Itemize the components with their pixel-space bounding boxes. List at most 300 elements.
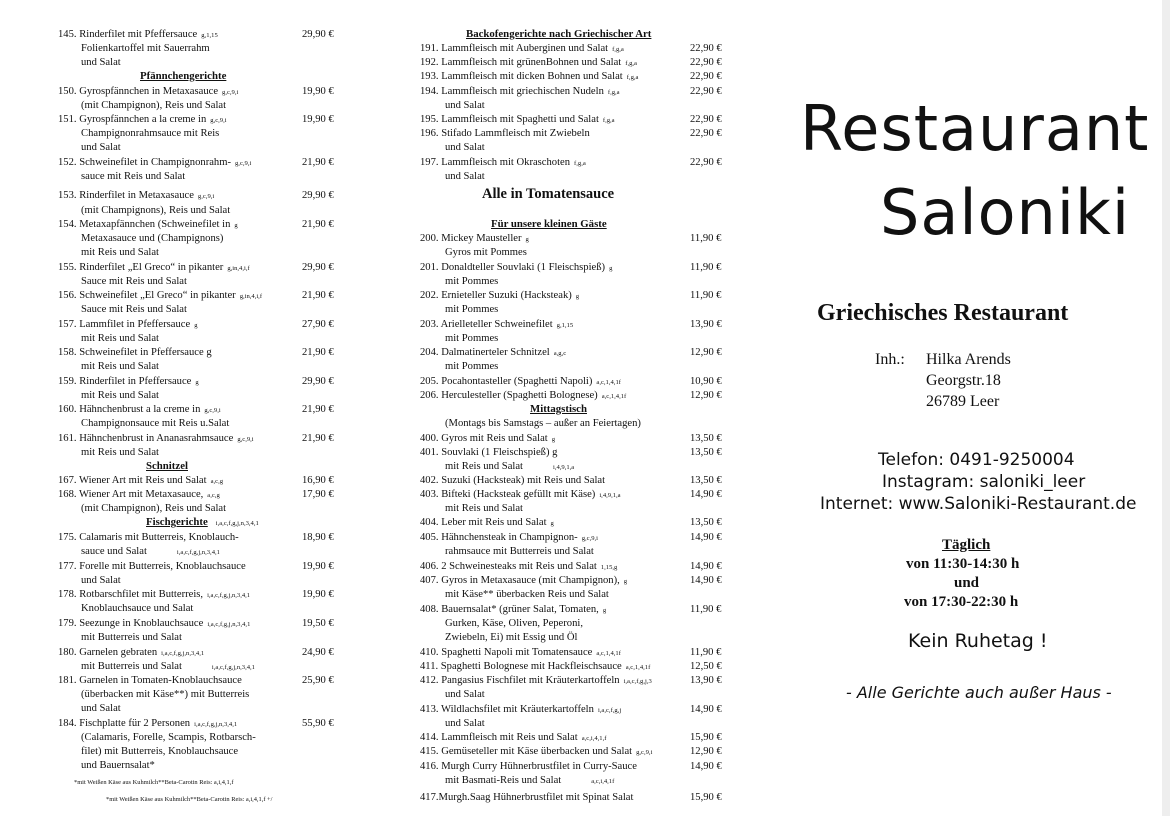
allergen-codes: a,c,g	[210, 478, 224, 485]
allergen-codes: g,c,9,i	[581, 535, 599, 542]
menu-item-price: 15,90 €	[690, 732, 722, 743]
menu-item-description	[445, 631, 577, 644]
section-heading	[146, 460, 188, 472]
menu-item-price: 29,90 €	[302, 376, 334, 387]
section-heading-text: Für unsere kleinen Gäste	[491, 218, 607, 230]
menu-item-text: 203. Arielleteller Schweinefilet	[420, 319, 553, 330]
menu-item	[58, 261, 250, 275]
menu-item-description	[445, 170, 485, 183]
menu-item	[58, 488, 220, 502]
allergen-codes: i,a,c,f,g,j,n,3,4,1	[194, 721, 238, 728]
owner-name: Hilka Arends	[926, 351, 1011, 368]
allergen-codes: a,g,c	[553, 350, 567, 357]
menu-item-text: (überbacken mit Käse**) mit Butterreis	[81, 689, 250, 700]
menu-item-description	[445, 275, 498, 288]
section-heading	[530, 403, 587, 415]
allergen-codes: i,a,c,f,g,j,3	[623, 678, 652, 685]
menu-item-price: 13,90 €	[690, 319, 722, 330]
menu-item-description	[445, 502, 523, 515]
menu-item-description	[81, 731, 256, 744]
menu-item	[420, 731, 606, 745]
allergen-codes: f,g,a	[626, 74, 639, 81]
menu-item-price: 55,90 €	[302, 718, 334, 729]
menu-item-description	[81, 360, 159, 373]
allergen-codes: i,a,c,f,g,j,n,3,4,1	[176, 549, 220, 556]
menu-item-price: 14,90 €	[690, 761, 722, 772]
page-edge-shadow	[1162, 0, 1170, 816]
menu-item-text: und Salat	[81, 57, 121, 68]
menu-item-price: 15,90 €	[690, 792, 722, 803]
menu-item	[420, 113, 615, 127]
menu-item-text: (mit Champignon), Reis und Salat	[81, 100, 227, 111]
allergen-codes: g,c,9,i	[197, 193, 215, 200]
menu-item-text: Gyros mit Pommes	[445, 247, 527, 258]
section-heading-text: Backofengerichte nach Griechischer Art	[466, 28, 652, 40]
hours-lunch: von 11:30-14:30 h	[906, 556, 1020, 572]
menu-item-text: 200. Mickey Mausteller	[420, 233, 522, 244]
menu-item-description	[445, 303, 498, 316]
menu-item	[420, 791, 633, 804]
menu-item-text: 416. Murgh Curry Hühnerbrustfilet in Curry-Sauce	[420, 761, 637, 772]
menu-item-text: Metaxasauce und (Champignons)	[81, 233, 224, 244]
menu-item	[58, 646, 204, 660]
menu-item-text: 414. Lammfleisch mit Reis und Salat	[420, 732, 578, 743]
menu-item-text: 413. Wildlachsfilet mit Kräuterkartoffeln	[420, 704, 594, 715]
menu-item	[58, 474, 223, 488]
menu-item-text: sauce und Salat	[81, 546, 147, 557]
menu-item-text: 408. Bauernsalat* (grüner Salat, Tomaten,	[420, 604, 599, 615]
menu-item-description	[445, 360, 498, 373]
menu-item-price: 14,90 €	[690, 489, 722, 500]
menu-item-text: 196. Stifado Lammfleisch mit Zwiebeln	[420, 128, 590, 139]
menu-item	[420, 318, 573, 332]
menu-item-text: 406. 2 Schweinesteaks mit Reis und Salat	[420, 561, 597, 572]
menu-item-price: 19,50 €	[302, 618, 334, 629]
menu-item-text: 415. Gemüseteller mit Käse überbacken und Salat	[420, 746, 633, 757]
allergen-codes: g,1,15	[201, 32, 218, 39]
menu-item	[58, 432, 254, 446]
menu-item-description	[445, 617, 583, 630]
menu-item	[420, 531, 598, 545]
menu-item	[420, 574, 627, 588]
menu-item	[420, 375, 621, 389]
menu-item-price: 12,90 €	[690, 390, 722, 401]
menu-item-price: 17,90 €	[302, 489, 334, 500]
section-heading	[491, 218, 607, 230]
allergen-codes: f,g,a	[602, 117, 615, 124]
menu-item	[420, 127, 590, 140]
menu-item-text: Folienkartoffel mit Sauerrahm	[81, 43, 210, 54]
menu-item	[420, 660, 650, 674]
menu-item-text: 160. Hähnchenbrust a la creme in	[58, 404, 201, 415]
allergen-codes: a,c,1,4,1f	[625, 664, 651, 671]
allergen-codes: g	[575, 293, 580, 300]
menu-item-text: 155. Rinderfilet „El Greco“ in pikanter	[58, 262, 224, 273]
menu-item-price: 22,90 €	[690, 114, 722, 125]
menu-item-price: 13,50 €	[690, 447, 722, 458]
menu-item	[420, 389, 626, 403]
menu-item-description	[81, 446, 159, 459]
menu-item	[420, 760, 637, 773]
menu-item-text: 417.Murgh.Saag Hühnerbrustfilet mit Spinat Salat	[420, 792, 634, 803]
menu-item-text: 194. Lammfleisch mit griechischen Nudeln	[420, 86, 604, 97]
website-address: Internet: www.Saloniki-Restaurant.de	[820, 494, 1137, 514]
allergen-codes: g	[551, 436, 556, 443]
menu-item-text: Sauce mit Reis und Salat	[81, 276, 187, 287]
allergen-codes: g	[525, 236, 529, 243]
menu-item	[420, 603, 606, 617]
menu-item-text: 206. Herculesteller (Spaghetti Bolognese)	[420, 390, 598, 401]
menu-item-text: 150. Gyrospfännchen in Metaxasauce	[58, 86, 219, 97]
menu-item-price: 14,90 €	[690, 561, 722, 572]
menu-item-text: mit Pommes	[445, 361, 499, 372]
menu-item	[420, 261, 612, 275]
phone-number: Telefon: 0491-9250004	[878, 450, 1075, 470]
menu-item-description	[81, 389, 159, 402]
menu-item-price: 21,90 €	[302, 433, 334, 444]
menu-item	[420, 289, 579, 303]
allergen-codes: i,a,c,f,g,j,n,3,4,1	[161, 650, 205, 657]
menu-item-description	[81, 688, 249, 701]
allergen-codes: g,in,4,i,f	[239, 293, 263, 300]
menu-item-text: 158. Schweinefilet in Pfeffersauce g	[58, 347, 212, 358]
menu-item-price: 22,90 €	[690, 57, 722, 68]
menu-item	[420, 232, 529, 246]
menu-item-description	[445, 545, 594, 558]
menu-item	[420, 745, 652, 759]
menu-item	[58, 531, 239, 544]
menu-item-description	[81, 56, 121, 69]
menu-item-price: 21,90 €	[302, 157, 334, 168]
menu-item	[420, 646, 621, 660]
menu-item-price: 29,90 €	[302, 29, 334, 40]
menu-item-description	[445, 688, 485, 701]
menu-item-description	[445, 460, 574, 474]
allergen-codes: a,c,1,4,1f	[596, 379, 621, 386]
menu-item-text: 184. Fischplatte für 2 Personen	[58, 718, 191, 729]
menu-item-price: 21,90 €	[302, 290, 334, 301]
menu-item-text: mit Pommes	[445, 304, 499, 315]
menu-item-description	[81, 141, 121, 154]
allergen-codes: a,c,1,4,1f	[596, 650, 621, 657]
menu-item-description	[81, 660, 255, 674]
menu-item-text: mit Pommes	[445, 276, 499, 287]
menu-item-text: und Salat	[445, 689, 485, 700]
menu-item-text: 407. Gyros in Metaxasauce (mit Champignon),	[420, 575, 620, 586]
owner-label: Inh.:	[875, 351, 905, 368]
menu-item-price: 27,90 €	[302, 319, 334, 330]
menu-item-price: 22,90 €	[690, 128, 722, 139]
menu-item	[58, 289, 262, 303]
menu-item-price: 11,90 €	[690, 290, 722, 301]
menu-item	[420, 42, 624, 56]
menu-item-text: 192. Lammfleisch mit grünenBohnen und Salat	[420, 57, 622, 68]
menu-item-description	[445, 417, 641, 430]
allergen-codes: g	[234, 222, 238, 229]
restaurant-title-line2: Saloniki	[880, 176, 1131, 249]
menu-item	[58, 346, 212, 359]
hours-heading: Täglich	[942, 537, 991, 553]
allergen-codes: f,g,a	[607, 89, 620, 96]
menu-item-price: 11,90 €	[690, 233, 722, 244]
menu-item	[58, 375, 199, 389]
menu-item-price: 12,50 €	[690, 661, 722, 672]
menu-item-price: 22,90 €	[690, 71, 722, 82]
menu-item-description	[81, 275, 187, 288]
menu-item-text: und Salat	[445, 718, 485, 729]
menu-item-text: Champignonsauce mit Reis u.Salat	[81, 418, 230, 429]
menu-item-description	[81, 99, 226, 112]
menu-item-description	[81, 631, 182, 644]
menu-item-price: 19,90 €	[302, 561, 334, 572]
allergen-codes: g,in,4,i,f	[227, 265, 250, 272]
menu-item-text: 180. Garnelen gebraten	[58, 647, 158, 658]
menu-item-price: 19,90 €	[302, 589, 334, 600]
allergen-codes: i,a,c,f,g,j,n,3,4,1	[215, 520, 259, 527]
menu-item	[58, 560, 246, 573]
allergen-codes: g	[609, 265, 613, 272]
menu-item-text: 145. Rinderfilet mit Pfeffersauce	[58, 29, 198, 40]
section-heading-text: Schnitzel	[146, 460, 188, 472]
menu-item-text: 191. Lammfleisch mit Auberginen und Salat	[420, 43, 609, 54]
allergen-codes: a,c,1,4,1f	[601, 393, 627, 400]
menu-item	[58, 403, 221, 417]
menu-item-text: 181. Garnelen in Tomaten-Knoblauchsauce	[58, 675, 242, 686]
menu-item-description	[81, 42, 210, 55]
menu-item-text: 193. Lammfleisch mit dicken Bohnen und Salat	[420, 71, 623, 82]
menu-item	[420, 488, 621, 502]
allergen-codes: g,c,9,i	[237, 436, 254, 443]
menu-item-text: 179. Seezunge in Knoblauchsauce	[58, 618, 204, 629]
menu-item-text: filet) mit Butterreis, Knoblauchsauce	[81, 746, 239, 757]
menu-item	[58, 189, 214, 203]
menu-item-description	[81, 127, 219, 140]
menu-item	[420, 474, 605, 487]
menu-item-price: 22,90 €	[690, 43, 722, 54]
menu-item-price: 11,90 €	[690, 262, 722, 273]
menu-item	[420, 446, 557, 459]
menu-item-text: 405. Hähnchensteak in Champignon-	[420, 532, 578, 543]
menu-item-price: 19,90 €	[302, 114, 334, 125]
menu-item-description	[81, 702, 121, 715]
menu-item-text: mit Reis und Salat	[445, 503, 523, 514]
menu-item-text: mit Käse** überbacken Reis und Salat	[445, 589, 609, 600]
menu-item-text: 402. Suzuki (Hacksteak) mit Reis und Salat	[420, 475, 606, 486]
menu-item-price: 21,90 €	[302, 347, 334, 358]
menu-item-price: 22,90 €	[690, 157, 722, 168]
menu-item	[420, 85, 620, 99]
menu-item-price: 10,90 €	[690, 376, 722, 387]
allergen-codes: a,c,i,4,1,f	[581, 735, 607, 742]
menu-item-price: 13,50 €	[690, 475, 722, 486]
menu-item-price: 13,50 €	[690, 433, 722, 444]
menu-item-text: mit Butterreis und Salat	[81, 661, 182, 672]
address-street: Georgstr.18	[926, 372, 1001, 389]
menu-item-text: (Montags bis Samstags – außer an Feiertagen)	[445, 418, 641, 429]
section-note: Alle in Tomatensauce	[482, 186, 615, 202]
menu-item-description	[81, 246, 159, 259]
menu-item-text: und Salat	[445, 142, 485, 153]
menu-item-text: und Bauernsalat*	[81, 760, 155, 771]
takeaway-note: - Alle Gerichte auch außer Haus -	[846, 683, 1112, 702]
menu-item-price: 14,90 €	[690, 704, 722, 715]
allergen-codes: g,c,9,i	[222, 89, 239, 96]
menu-item-text: rahmsauce mit Butterreis und Salat	[445, 546, 594, 557]
menu-item-description	[445, 246, 527, 259]
menu-item	[58, 318, 197, 332]
menu-item-text: 204. Dalmatinerteler Schnitzel	[420, 347, 550, 358]
menu-item-description	[445, 717, 485, 730]
menu-item	[58, 588, 250, 602]
menu-item-description	[445, 141, 485, 154]
menu-item-text: Gurken, Käse, Oliven, Peperoni,	[445, 618, 583, 629]
allergen-codes: i,a,c,f,g,j,n,3,4,1	[211, 664, 255, 671]
menu-item	[58, 218, 238, 232]
menu-item	[420, 432, 555, 446]
menu-column-left	[0, 0, 380, 816]
menu-item-text: und Salat	[81, 575, 121, 586]
allergen-codes: f,g,a	[625, 60, 637, 67]
allergen-codes: g,c,9,i	[210, 117, 227, 124]
allergen-codes: g	[602, 607, 607, 614]
menu-item-text: 153. Rinderfilet in Metaxasauce	[58, 190, 194, 201]
menu-item	[420, 70, 638, 84]
allergen-codes: g	[550, 520, 554, 527]
menu-item-description	[445, 588, 609, 601]
menu-item-price: 25,90 €	[302, 675, 334, 686]
instagram-handle: Instagram: saloniki_leer	[882, 472, 1086, 492]
menu-item-text: 178. Rotbarschfilet mit Butterreis,	[58, 589, 204, 600]
allergen-codes: a,c,i,4,1f	[591, 778, 615, 785]
menu-item-description	[81, 204, 230, 217]
menu-item-text: Zwiebeln, Ei) mit Essig und Öl	[445, 632, 578, 643]
menu-item-text: 154. Metaxapfännchen (Schweinefilet in	[58, 219, 231, 230]
restaurant-title-line1: Restaurant	[800, 92, 1150, 165]
menu-item-description	[81, 417, 229, 430]
rest-day-note: Kein Ruhetag !	[908, 630, 1048, 652]
section-heading	[140, 70, 226, 82]
menu-item	[58, 85, 238, 99]
menu-item-description	[81, 759, 155, 772]
allergen-codes: f,g,a	[612, 46, 624, 53]
menu-item-text: 152. Schweinefilet in Champignonrahm-	[58, 157, 231, 168]
allergen-codes: i,4,9,1,a	[599, 492, 621, 499]
menu-item	[58, 617, 250, 631]
menu-item-text: 195. Lammfleisch mit Spaghetti und Salat	[420, 114, 599, 125]
menu-item-text: mit Butterreis und Salat	[81, 632, 182, 643]
menu-item-description	[81, 170, 185, 183]
menu-item-text: 412. Pangasius Fischfilet mit Kräuterkartoffeln	[420, 675, 620, 686]
menu-item-text: 177. Forelle mit Butterreis, Knoblauchsauce	[58, 561, 246, 572]
hours-and: und	[954, 575, 980, 591]
menu-item-text: und Salat	[445, 100, 485, 111]
menu-item-text: und Salat	[81, 703, 121, 714]
menu-item-description	[445, 332, 498, 345]
menu-item-price: 12,90 €	[690, 347, 722, 358]
menu-item-price: 12,90 €	[690, 746, 722, 757]
menu-item-description	[445, 774, 614, 788]
allergen-codes: i,4,9,1,a	[552, 464, 575, 471]
menu-item-description	[81, 574, 121, 587]
menu-item-text: mit Reis und Salat	[81, 333, 159, 344]
menu-item-text: sauce mit Reis und Salat	[81, 171, 186, 182]
menu-item-price: 18,90 €	[302, 532, 334, 543]
allergen-codes: i,a,c,f,g,j,n,3,4,1	[207, 621, 251, 628]
menu-item-text: 201. Donaldteller Souvlaki (1 Fleischspieß)	[420, 262, 606, 273]
menu-item	[420, 560, 617, 574]
allergen-codes: g	[623, 578, 628, 585]
menu-item-price: 19,90 €	[302, 86, 334, 97]
menu-item-price: 11,90 €	[690, 604, 722, 615]
section-heading-text: Pfännchengerichte	[140, 70, 227, 82]
menu-item-description	[81, 332, 159, 345]
menu-item-text: mit Reis und Salat	[81, 390, 159, 401]
section-heading	[146, 516, 259, 528]
section-heading	[466, 28, 651, 40]
allergen-codes: f,g,a	[574, 160, 586, 167]
allergen-codes: i,a,c,f,g,j	[597, 707, 622, 714]
menu-item-text: mit Reis und Salat	[81, 247, 159, 258]
menu-item-text: 161. Hähnchenbrust in Ananasrahmsauce	[58, 433, 234, 444]
menu-item-text: 157. Lammfilet in Pfeffersauce	[58, 319, 191, 330]
menu-item-text: 202. Ernieteller Suzuki (Hacksteak)	[420, 290, 572, 301]
menu-item-price: 21,90 €	[302, 404, 334, 415]
menu-item	[420, 156, 586, 170]
menu-item-price: 14,90 €	[690, 575, 722, 586]
menu-item-text: 151. Gyrospfännchen a la creme in	[58, 114, 207, 125]
allergen-codes: g,c,9,i	[636, 749, 653, 756]
allergen-codes: g,c,9,i	[235, 160, 252, 167]
menu-item	[58, 156, 251, 170]
menu-item-price: 13,50 €	[690, 517, 722, 528]
menu-item-price: 24,90 €	[302, 647, 334, 658]
menu-item-price: 21,90 €	[302, 219, 334, 230]
footnote: *mit Weißen Käse aus Kuhmilch**Beta-Carotin Reis: a,i,4,1,f	[74, 779, 234, 786]
menu-item-description	[445, 99, 485, 112]
menu-item-price: 29,90 €	[302, 262, 334, 273]
menu-item-text: 175. Calamaris mit Butterreis, Knoblauch-	[58, 532, 239, 543]
menu-item	[58, 28, 218, 42]
menu-item-text: 401. Souvlaki (1 Fleischspieß) g	[420, 447, 558, 458]
menu-item-text: (mit Champignons), Reis und Salat	[81, 205, 231, 216]
menu-item-text: 205. Pocahontasteller (Spaghetti Napoli)	[420, 376, 593, 387]
menu-item-text: mit Pommes	[445, 333, 499, 344]
menu-item	[58, 674, 242, 687]
menu-item-text: 403. Bifteki (Hacksteak gefüllt mit Käse)	[420, 489, 596, 500]
restaurant-subtitle: Griechisches Restaurant	[817, 300, 1069, 326]
menu-item-price: 14,90 €	[690, 532, 722, 543]
menu-item-text: mit Basmati-Reis und Salat	[445, 775, 562, 786]
menu-item-text: und Salat	[81, 142, 121, 153]
hours-dinner: von 17:30-22:30 h	[904, 594, 1019, 610]
menu-item-price: 13,90 €	[690, 675, 722, 686]
menu-item-text: Sauce mit Reis und Salat	[81, 304, 187, 315]
menu-item-price: 16,90 €	[302, 475, 334, 486]
menu-item	[58, 113, 227, 127]
menu-item	[420, 516, 554, 530]
allergen-codes: a,c,g	[207, 492, 220, 499]
section-heading-text: Fischgerichte	[146, 516, 208, 528]
allergen-codes: g,c,9,i	[204, 407, 221, 414]
allergen-codes: g,1,15	[556, 322, 574, 329]
menu-item-text: (Calamaris, Forelle, Scampis, Rotbarsch-	[81, 732, 256, 743]
menu-item-text: 411. Spaghetti Bolognese mit Hackfleischsauce	[420, 661, 622, 672]
menu-item-description	[81, 545, 220, 559]
address-city: 26789 Leer	[926, 393, 1000, 410]
menu-item-description	[81, 502, 226, 515]
menu-item-text: 197. Lammfleisch mit Okraschoten	[420, 157, 571, 168]
menu-item-text: 400. Gyros mit Reis und Salat	[420, 433, 548, 444]
